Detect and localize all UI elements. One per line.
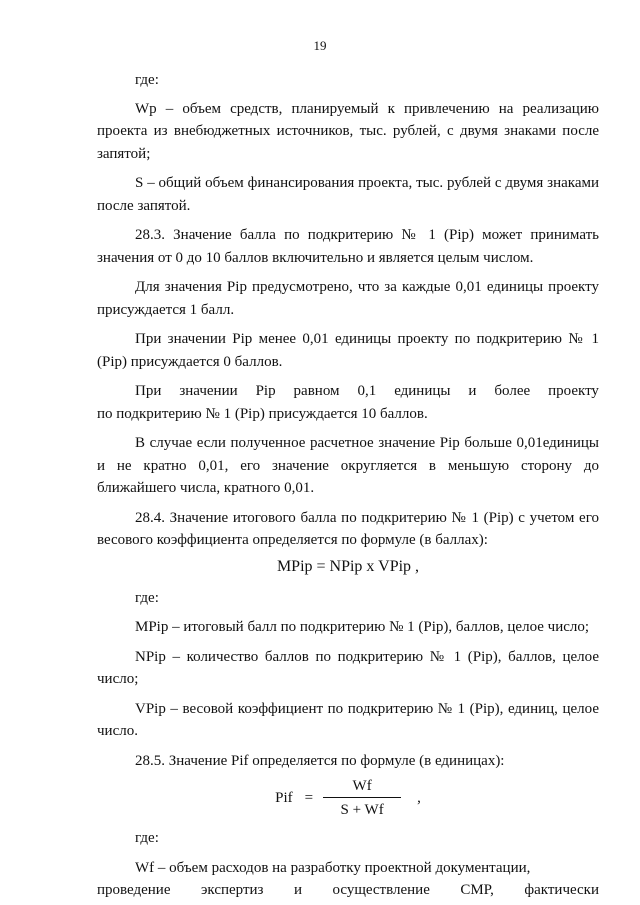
word: 0,1 [357,383,377,399]
formula-pif [97,778,599,819]
word: и [293,882,302,898]
paragraph-vpip-definition: VPip – весовой коэффициент по подкритерию № 1 (Pip), единиц, целое число. [97,700,599,739]
paragraph-where-3: где: [135,830,159,846]
paragraph-pip-ten-rest: по подкритерию № 1 (Pip) присуждается 10 баллов. [97,405,428,422]
word: более [494,383,531,399]
formula-pif-lhs: Pif [275,790,293,806]
word: значении [179,383,238,399]
word: Pip [255,383,276,399]
formula-pif-equals: = [304,790,314,806]
page-number: 19 [313,38,327,53]
paragraph-npip-definition: NPip – количество баллов по подкритерию № 1 (Pip), баллов, целое число; [97,648,599,687]
word: осуществление [332,882,430,898]
paragraph-pip-rounding: В случае если полученное расчетное значение Pip больше 0,01единицы и не кратно 0,01, его значение округляется в меньшую сторону до ближайшего числа, кратного 0,01. [97,435,599,496]
document-body [97,69,599,902]
paragraph-pip-ten [97,380,599,425]
paragraph-wf-continuation [97,879,599,902]
word: единицы [394,383,451,399]
formula-pif-denominator: S + Wf [340,802,384,818]
paragraph-where-2: где: [135,589,159,606]
paragraph-wp-definition: Wp – объем средств, планируемый к привлечению на реализацию проекта из внебюджетных источников, тыс. рублей, с двумя знаками после запятой; [97,100,599,162]
word: экспертиз [200,882,264,898]
paragraph-28-5: 28.5. Значение Pif определяется по формуле (в единицах): [135,752,505,769]
word: проекту [548,383,599,399]
paragraph-s-definition: S – общий объем финансирования проекта, тыс. рублей с двумя знаками после запятой. [97,175,599,214]
word: и [468,383,477,399]
word: При [135,383,162,399]
paragraph-28-4: 28.4. Значение итогового балла по подкритерию № 1 (Pip) с учетом его весового коэффициента определяется по формуле (в баллах): [97,509,599,548]
formula-mpip: MPip = NPip x VPip , [276,557,420,575]
paragraph-pip-ten-first-line [97,380,599,403]
word: равном [293,383,340,399]
word: проведение [97,882,171,898]
word: СМР, [460,882,494,898]
paragraph-pip-points: Для значения Pip предусмотрено, что за каждые 0,01 единицы проекту присуждается 1 балл. [97,279,599,318]
paragraph-wf-definition: Wf – объем расходов на разработку проектной документации, [135,859,531,876]
paragraph-28-3: 28.3. Значение балла по подкритерию № 1 (Pip) может принимать значения от 0 до 10 баллов включительно и является целым числом. [97,227,599,266]
formula-pif-comma: , [417,790,421,806]
formula-pif-numerator: Wf [323,778,401,798]
paragraph-mpip-definition: MPip – итоговый балл по подкритерию № 1 (Pip), баллов, целое число; [135,619,590,635]
formula-pif-fraction [323,778,401,819]
paragraph-where-1: где: [135,72,159,88]
word: фактически [524,882,599,898]
paragraph-pip-zero: При значении Pip менее 0,01 единицы проекту по подкритерию № 1 (Pip) присуждается 0 баллов. [97,331,599,370]
